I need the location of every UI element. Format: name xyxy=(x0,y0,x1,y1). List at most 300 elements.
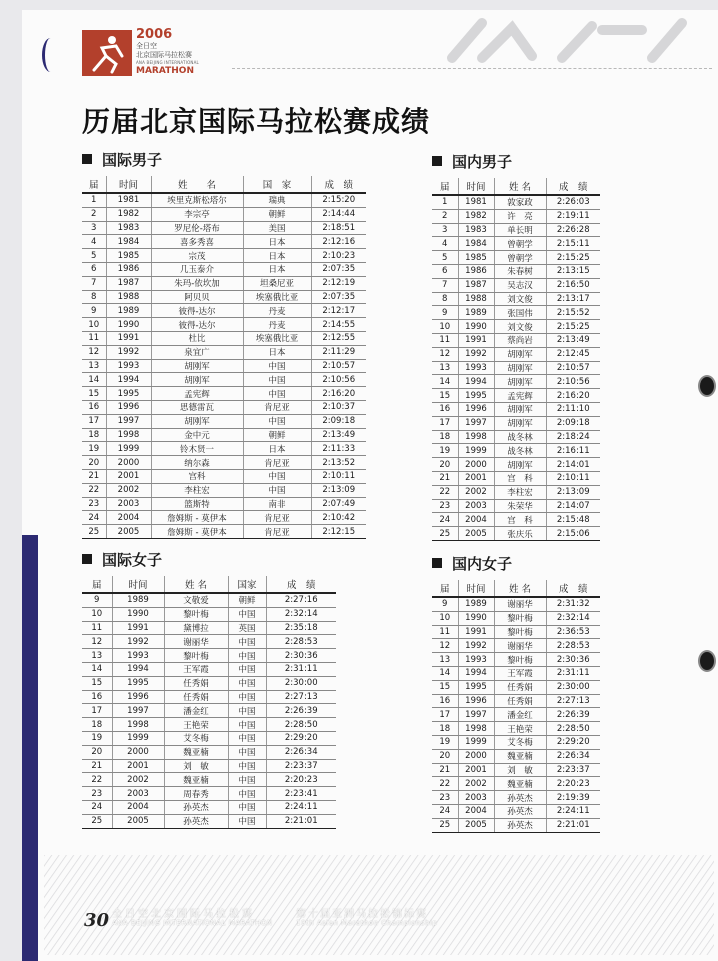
table-cell: 2:13:17 xyxy=(546,292,600,306)
table-cell: 1982 xyxy=(458,209,494,223)
table-cell: 1993 xyxy=(106,359,151,373)
table-cell: 2:12:55 xyxy=(311,331,366,345)
table-row xyxy=(432,597,600,611)
table-cell: 2:19:39 xyxy=(546,791,600,805)
table-cell: 2001 xyxy=(458,471,494,485)
table-cell: 2:26:03 xyxy=(546,195,600,209)
table-cell: 18 xyxy=(432,430,458,444)
table-cell: 2:15:11 xyxy=(546,237,600,251)
table-cell: 张国伟 xyxy=(494,306,546,320)
table-row xyxy=(82,414,366,428)
table-cell: 肯尼亚 xyxy=(243,511,311,525)
table-cell: 3 xyxy=(432,223,458,237)
table-cell: 9 xyxy=(82,593,112,607)
table-cell: 2:23:37 xyxy=(266,759,336,773)
column-header: 成 绩 xyxy=(546,178,600,195)
table-cell: 2:24:11 xyxy=(266,800,336,814)
table-cell: 13 xyxy=(82,649,112,663)
table-cell: 文敬爱 xyxy=(164,593,228,607)
table-row xyxy=(82,497,366,511)
table-row xyxy=(82,276,366,290)
logo-en-name: ANA BEIJING INTERNATIONAL xyxy=(136,60,199,65)
table-cell: 2:18:24 xyxy=(546,430,600,444)
table-cell: 孙英杰 xyxy=(164,814,228,828)
column-header: 姓 名 xyxy=(151,176,243,193)
table-cell: 黎叶梅 xyxy=(494,625,546,639)
section-heading: 国内女子 xyxy=(452,554,513,573)
column-header: 时间 xyxy=(458,178,494,195)
table-row xyxy=(432,694,600,708)
table-cell: 谢丽华 xyxy=(164,635,228,649)
table-row xyxy=(432,251,600,265)
table-cell: 朝鲜 xyxy=(243,207,311,221)
table-cell: 任秀娟 xyxy=(494,680,546,694)
table-row xyxy=(82,814,336,828)
table-cell: 詹姆斯 - 莫伊本 xyxy=(151,525,243,539)
table-cell: 2:27:13 xyxy=(546,694,600,708)
table-cell: 1992 xyxy=(112,635,164,649)
table-cell: 20 xyxy=(432,458,458,472)
column-header: 届 xyxy=(82,176,106,193)
table-cell: 18 xyxy=(82,718,112,732)
table-cell: 1999 xyxy=(458,444,494,458)
table-cell: 1995 xyxy=(106,387,151,401)
table-cell: 2:13:09 xyxy=(546,485,600,499)
table-cell: 1990 xyxy=(106,318,151,332)
table-cell: 2:10:11 xyxy=(311,469,366,483)
table-cell: 宗茂 xyxy=(151,249,243,263)
table-cell: 2:18:51 xyxy=(311,221,366,235)
table-row xyxy=(432,818,600,832)
table-row xyxy=(82,676,336,690)
table-cell: 13 xyxy=(82,359,106,373)
table-row xyxy=(82,731,336,745)
table-cell: 王艳荣 xyxy=(164,718,228,732)
table-cell: 刘文俊 xyxy=(494,320,546,334)
table-cell: 中国 xyxy=(228,731,266,745)
table-cell: 肯尼亚 xyxy=(243,456,311,470)
table-row xyxy=(82,221,366,235)
dom-men-section xyxy=(432,152,600,541)
table-cell: 胡刚军 xyxy=(494,361,546,375)
table-row xyxy=(82,745,336,759)
table-cell: 战冬林 xyxy=(494,444,546,458)
table-cell: 谢丽华 xyxy=(494,597,546,611)
table-cell: 许 亮 xyxy=(494,209,546,223)
table-cell: 6 xyxy=(82,262,106,276)
table-row xyxy=(82,773,336,787)
table-cell: 中国 xyxy=(228,607,266,621)
table-row xyxy=(82,704,336,718)
table-cell: 李柱宏 xyxy=(151,483,243,497)
table-cell: 中国 xyxy=(243,483,311,497)
table-row xyxy=(82,787,336,801)
table-cell: 17 xyxy=(432,416,458,430)
table-cell: 宫科 xyxy=(151,469,243,483)
table-cell: 2:12:19 xyxy=(311,276,366,290)
table-cell: 13 xyxy=(432,653,458,667)
table-cell: 1998 xyxy=(458,722,494,736)
table-row xyxy=(432,444,600,458)
table-cell: 18 xyxy=(82,428,106,442)
table-cell: 1989 xyxy=(112,593,164,607)
table-cell: 埃里克斯松塔尔 xyxy=(151,193,243,207)
table-cell: 思德雷瓦 xyxy=(151,400,243,414)
table-cell: 1990 xyxy=(112,607,164,621)
table-cell: 丹麦 xyxy=(243,318,311,332)
table-cell: 彼得-达尔 xyxy=(151,318,243,332)
section-heading: 国际女子 xyxy=(102,550,163,569)
table-cell: 2:30:36 xyxy=(546,653,600,667)
table-cell: 1998 xyxy=(106,428,151,442)
column-header: 届 xyxy=(432,580,458,597)
header-divider xyxy=(232,68,712,69)
table-cell: 2:14:07 xyxy=(546,499,600,513)
table-cell: 1999 xyxy=(458,735,494,749)
table-cell: 2004 xyxy=(112,800,164,814)
table-row xyxy=(82,635,336,649)
page-number: 30 xyxy=(84,910,110,931)
table-row xyxy=(82,800,336,814)
table-cell: 19 xyxy=(82,731,112,745)
table-cell: 1985 xyxy=(106,249,151,263)
table-cell: 黎叶梅 xyxy=(494,611,546,625)
logo-sponsor: 全日空 xyxy=(136,42,157,50)
table-row xyxy=(432,639,600,653)
table-cell: 胡刚军 xyxy=(151,414,243,428)
table-cell: 埃塞俄比亚 xyxy=(243,331,311,345)
column-header: 姓 名 xyxy=(494,580,546,597)
table-cell: 2:10:56 xyxy=(311,373,366,387)
table-cell: 2:26:34 xyxy=(266,745,336,759)
table-row xyxy=(432,722,600,736)
table-cell: 22 xyxy=(82,773,112,787)
table-cell: 朱春树 xyxy=(494,264,546,278)
left-accent-bar xyxy=(22,535,38,961)
table-row xyxy=(432,292,600,306)
table-row xyxy=(432,430,600,444)
table-cell: 中国 xyxy=(228,773,266,787)
table-row xyxy=(82,400,366,414)
table-cell: 2:07:35 xyxy=(311,262,366,276)
table-cell: 1997 xyxy=(458,416,494,430)
table-row xyxy=(82,193,366,207)
column-header: 成 绩 xyxy=(266,576,336,593)
table-cell: 单长明 xyxy=(494,223,546,237)
table-cell: 2004 xyxy=(106,511,151,525)
intl-men-table xyxy=(82,176,366,539)
table-row xyxy=(82,718,336,732)
table-cell: 泉宜广 xyxy=(151,345,243,359)
table-cell: 朝鲜 xyxy=(243,428,311,442)
table-cell: 2:20:23 xyxy=(266,773,336,787)
table-row xyxy=(82,759,336,773)
table-cell: 2:11:10 xyxy=(546,402,600,416)
table-cell: 2003 xyxy=(458,791,494,805)
table-cell: 15 xyxy=(432,680,458,694)
table-cell: 杜比 xyxy=(151,331,243,345)
table-cell: 喜多秀喜 xyxy=(151,235,243,249)
table-cell: 10 xyxy=(82,318,106,332)
dom-men-table xyxy=(432,178,600,541)
intl-women-table xyxy=(82,576,336,829)
table-cell: 1996 xyxy=(458,402,494,416)
table-cell: 1985 xyxy=(458,251,494,265)
column-header: 届 xyxy=(82,576,112,593)
table-cell: 1995 xyxy=(458,389,494,403)
table-cell: 2:09:18 xyxy=(546,416,600,430)
table-cell: 2001 xyxy=(106,469,151,483)
table-cell: 2:31:11 xyxy=(266,662,336,676)
table-cell: 14 xyxy=(432,375,458,389)
table-cell: 23 xyxy=(432,499,458,513)
table-cell: 4 xyxy=(82,235,106,249)
table-cell: 12 xyxy=(432,347,458,361)
column-header: 时间 xyxy=(112,576,164,593)
table-cell: 1995 xyxy=(458,680,494,694)
table-cell: 2:28:53 xyxy=(266,635,336,649)
table-cell: 篮斯特 xyxy=(151,497,243,511)
table-cell: 曾朝学 xyxy=(494,251,546,265)
table-cell: 中国 xyxy=(228,676,266,690)
table-cell: 刘文俊 xyxy=(494,292,546,306)
table-cell: 2 xyxy=(82,207,106,221)
table-row xyxy=(432,653,600,667)
table-cell: 铃木贤一 xyxy=(151,442,243,456)
table-cell: 1993 xyxy=(458,361,494,375)
column-header: 国 家 xyxy=(243,176,311,193)
table-cell: 7 xyxy=(82,276,106,290)
table-cell: 2000 xyxy=(458,458,494,472)
footer xyxy=(44,855,714,955)
marathon-logo xyxy=(82,30,132,76)
table-cell: 1994 xyxy=(112,662,164,676)
table-cell: 1998 xyxy=(458,430,494,444)
column-header: 姓 名 xyxy=(494,178,546,195)
table-cell: 2:12:16 xyxy=(311,235,366,249)
table-cell: 2002 xyxy=(106,483,151,497)
table-cell: 9 xyxy=(82,304,106,318)
table-row xyxy=(432,804,600,818)
table-cell: 2:26:28 xyxy=(546,223,600,237)
table-cell: 25 xyxy=(432,527,458,541)
table-cell: 1983 xyxy=(458,223,494,237)
table-row xyxy=(82,469,366,483)
table-cell: 18 xyxy=(432,722,458,736)
table-cell: 2:13:49 xyxy=(546,333,600,347)
table-cell: 2002 xyxy=(458,485,494,499)
table-cell: 12 xyxy=(82,635,112,649)
table-cell: 2:10:23 xyxy=(311,249,366,263)
table-cell: 2:31:32 xyxy=(546,597,600,611)
table-cell: 胡刚军 xyxy=(494,375,546,389)
table-cell: 2001 xyxy=(458,763,494,777)
table-cell: 20 xyxy=(432,749,458,763)
table-row xyxy=(82,318,366,332)
table-cell: 8 xyxy=(82,290,106,304)
table-cell: 张庆乐 xyxy=(494,527,546,541)
table-cell: 魏亚楠 xyxy=(494,749,546,763)
table-cell: 任秀娟 xyxy=(164,676,228,690)
table-cell: 1990 xyxy=(458,320,494,334)
table-cell: 纳尔森 xyxy=(151,456,243,470)
table-cell: 2:26:34 xyxy=(546,749,600,763)
column-header: 成 绩 xyxy=(311,176,366,193)
table-cell: 吴志汉 xyxy=(494,278,546,292)
table-cell: 中国 xyxy=(228,800,266,814)
table-cell: 1991 xyxy=(458,625,494,639)
table-cell: 2:26:39 xyxy=(266,704,336,718)
table-cell: 1996 xyxy=(112,690,164,704)
table-cell: 2:10:11 xyxy=(546,471,600,485)
footer-championship-cn: 第十届亚洲马拉松锦标赛 xyxy=(296,909,428,920)
table-row xyxy=(432,209,600,223)
table-cell: 日本 xyxy=(243,235,311,249)
dom-women-table xyxy=(432,580,600,833)
table-cell: 黎叶梅 xyxy=(164,649,228,663)
table-row xyxy=(432,237,600,251)
table-cell: 2:30:36 xyxy=(266,649,336,663)
section-square-icon xyxy=(432,558,442,568)
section-heading: 国际男子 xyxy=(102,150,163,169)
table-cell: 英国 xyxy=(228,621,266,635)
table-cell: 几玉泰介 xyxy=(151,262,243,276)
table-cell: 中国 xyxy=(228,787,266,801)
table-cell: 2:28:50 xyxy=(266,718,336,732)
table-cell: 2:12:15 xyxy=(311,525,366,539)
table-cell: 2:16:50 xyxy=(546,278,600,292)
table-cell: 中国 xyxy=(228,635,266,649)
table-cell: 2:15:25 xyxy=(546,320,600,334)
table-cell: 中国 xyxy=(243,414,311,428)
table-cell: 敦家政 xyxy=(494,195,546,209)
table-cell: 任秀娟 xyxy=(164,690,228,704)
table-cell: 12 xyxy=(82,345,106,359)
table-cell: 10 xyxy=(432,320,458,334)
table-cell: 11 xyxy=(82,621,112,635)
table-cell: 周春秀 xyxy=(164,787,228,801)
table-row xyxy=(82,690,336,704)
table-cell: 2000 xyxy=(458,749,494,763)
section-square-icon xyxy=(432,156,442,166)
table-cell: 潘金红 xyxy=(164,704,228,718)
table-cell: 1984 xyxy=(458,237,494,251)
table-cell: 1996 xyxy=(106,400,151,414)
table-cell: 22 xyxy=(432,485,458,499)
table-cell: 6 xyxy=(432,264,458,278)
table-cell: 7 xyxy=(432,278,458,292)
section-heading: 国内男子 xyxy=(452,152,513,171)
table-row xyxy=(82,593,336,607)
table-cell: 24 xyxy=(82,511,106,525)
column-header: 时间 xyxy=(106,176,151,193)
table-cell: 李柱宏 xyxy=(494,485,546,499)
table-cell: 2003 xyxy=(458,499,494,513)
table-cell: 2004 xyxy=(458,804,494,818)
table-row xyxy=(432,306,600,320)
table-cell: 王军霞 xyxy=(494,666,546,680)
table-cell: 中国 xyxy=(228,718,266,732)
table-cell: 17 xyxy=(82,704,112,718)
table-cell: 2:23:37 xyxy=(546,763,600,777)
table-row xyxy=(82,525,366,539)
table-cell: 黎叶梅 xyxy=(494,653,546,667)
table-cell: 中国 xyxy=(243,469,311,483)
table-cell: 20 xyxy=(82,745,112,759)
table-cell: 坦桑尼亚 xyxy=(243,276,311,290)
table-cell: 21 xyxy=(82,469,106,483)
table-cell: 胡刚军 xyxy=(494,458,546,472)
table-cell: 日本 xyxy=(243,262,311,276)
table-cell: 23 xyxy=(82,497,106,511)
table-cell: 孙英杰 xyxy=(164,800,228,814)
table-cell: 2005 xyxy=(458,818,494,832)
table-cell: 潘金红 xyxy=(494,708,546,722)
table-cell: 孙英杰 xyxy=(494,804,546,818)
table-cell: 14 xyxy=(82,373,106,387)
table-cell: 2:10:42 xyxy=(311,511,366,525)
table-cell: 1997 xyxy=(106,414,151,428)
table-row xyxy=(432,735,600,749)
table-row xyxy=(432,611,600,625)
table-cell: 日本 xyxy=(243,345,311,359)
table-cell: 宫 科 xyxy=(494,471,546,485)
table-cell: 23 xyxy=(82,787,112,801)
table-cell: 2:15:20 xyxy=(311,193,366,207)
table-row xyxy=(432,471,600,485)
table-cell: 13 xyxy=(432,361,458,375)
footer-event-cn: 全日空北京国际马拉松赛 xyxy=(112,909,255,920)
table-cell: 22 xyxy=(82,483,106,497)
table-cell: 2:16:20 xyxy=(311,387,366,401)
table-row xyxy=(82,373,366,387)
column-header: 时间 xyxy=(458,580,494,597)
table-cell: 1994 xyxy=(458,375,494,389)
table-cell: 1989 xyxy=(458,597,494,611)
table-cell: 1997 xyxy=(458,708,494,722)
table-cell: 日本 xyxy=(243,249,311,263)
table-cell: 2:28:50 xyxy=(546,722,600,736)
table-cell: 美国 xyxy=(243,221,311,235)
table-cell: 2:30:00 xyxy=(266,676,336,690)
table-cell: 中国 xyxy=(228,690,266,704)
table-cell: 谢丽华 xyxy=(494,639,546,653)
table-cell: 19 xyxy=(432,444,458,458)
table-cell: 25 xyxy=(82,814,112,828)
table-cell: 金中元 xyxy=(151,428,243,442)
table-cell: 2003 xyxy=(112,787,164,801)
table-cell: 2:09:18 xyxy=(311,414,366,428)
table-cell: 1995 xyxy=(112,676,164,690)
table-cell: 朝鲜 xyxy=(228,593,266,607)
table-row xyxy=(432,485,600,499)
table-cell: 2003 xyxy=(106,497,151,511)
table-cell: 肯尼亚 xyxy=(243,525,311,539)
intl-men-section xyxy=(82,150,366,539)
table-cell: 2:10:37 xyxy=(311,400,366,414)
table-row xyxy=(82,235,366,249)
table-row xyxy=(82,662,336,676)
table-cell: 2:16:20 xyxy=(546,389,600,403)
table-row xyxy=(432,708,600,722)
table-row xyxy=(432,499,600,513)
table-cell: 艾冬梅 xyxy=(164,731,228,745)
table-cell: 黛博拉 xyxy=(164,621,228,635)
table-cell: 曾朝学 xyxy=(494,237,546,251)
table-cell: 1984 xyxy=(106,235,151,249)
table-cell: 1987 xyxy=(458,278,494,292)
table-row xyxy=(432,264,600,278)
